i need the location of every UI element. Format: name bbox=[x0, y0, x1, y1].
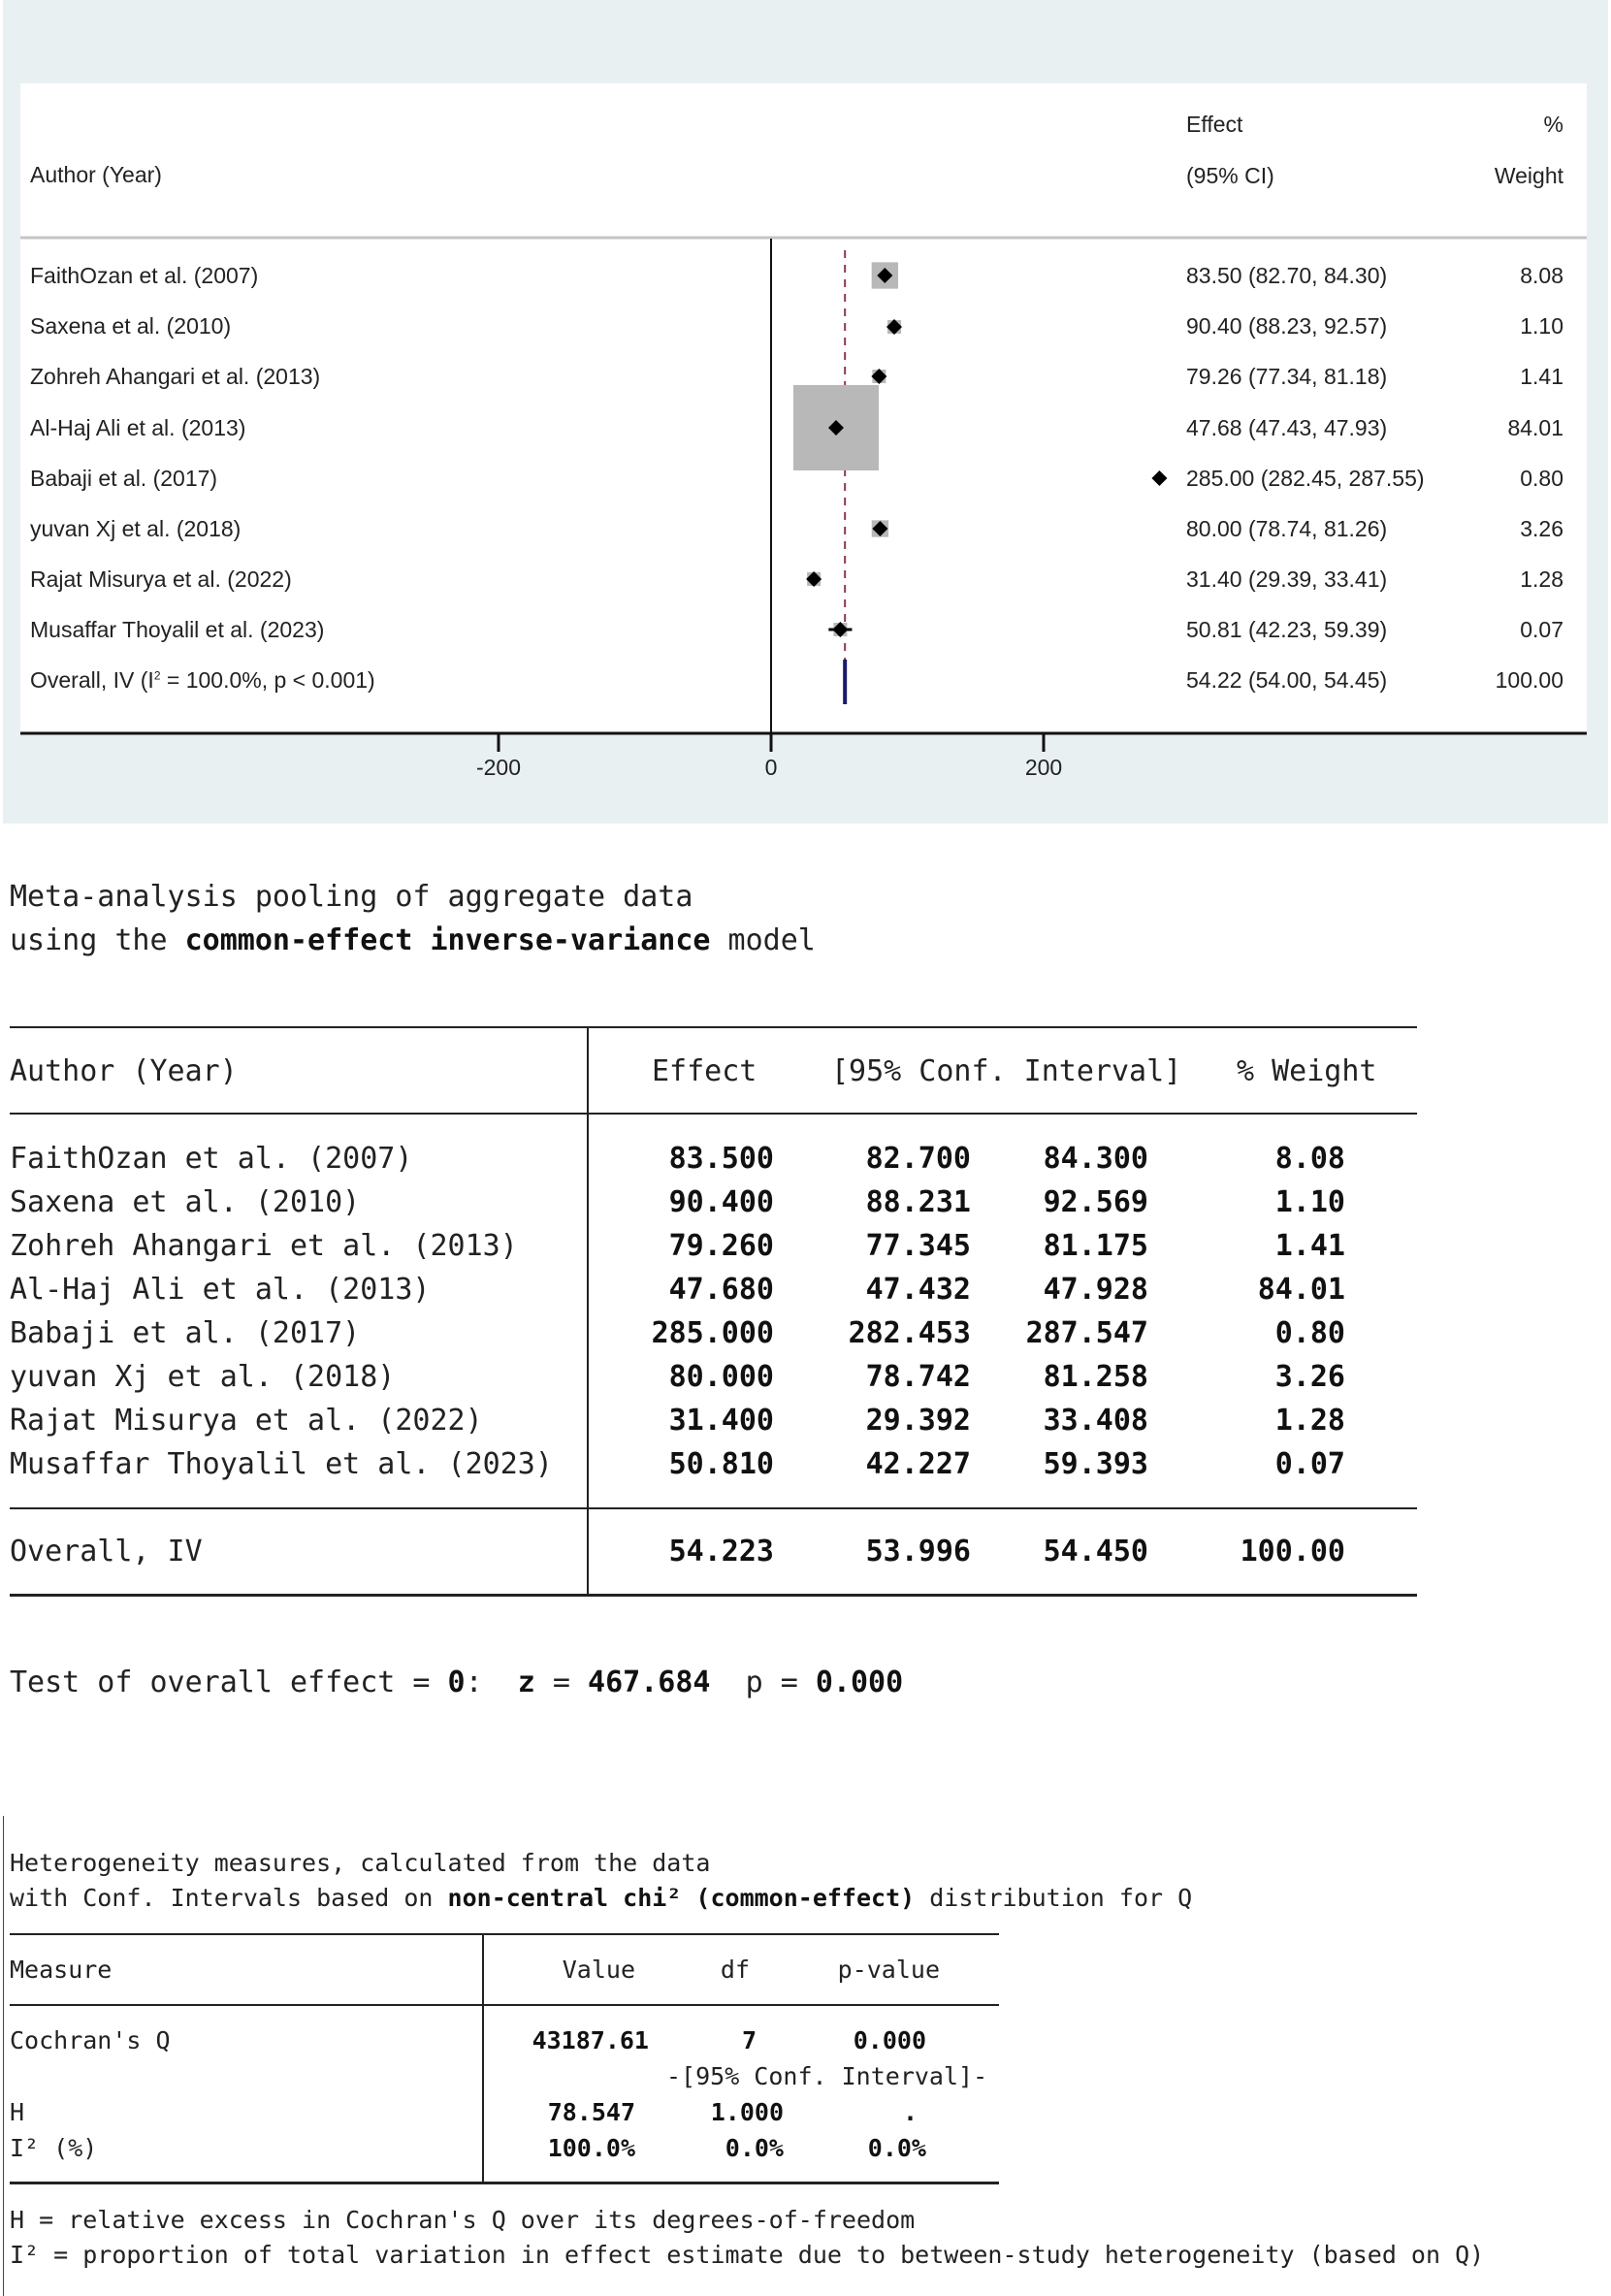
pooling-overall-effect: 54.223 bbox=[668, 1535, 774, 1568]
forest-row-author: Saxena et al. (2010) bbox=[30, 313, 232, 339]
pooling-header-rule bbox=[10, 1113, 1417, 1115]
forest-overall-weight: 100.00 bbox=[1495, 667, 1563, 693]
forest-row-weight: 1.41 bbox=[1520, 364, 1563, 389]
pooling-row-lower: 47.432 bbox=[865, 1273, 971, 1307]
forest-header-effect: Effect bbox=[1186, 112, 1243, 137]
pooling-overall-lower: 53.996 bbox=[865, 1535, 971, 1568]
het-i2-value: 100.0% bbox=[547, 2134, 635, 2162]
pooling-row-lower: 42.227 bbox=[865, 1447, 971, 1481]
forest-overall-label: Overall, IV ($I^2 = 100.0\%$, p < 0.001) bbox=[30, 667, 375, 693]
het-col-measure: Measure bbox=[10, 1956, 113, 1984]
pooling-row-weight: 3.26 bbox=[1274, 1360, 1345, 1394]
pooling-col-ci: [95% Conf. Interval] bbox=[831, 1054, 1182, 1088]
effect-diamond-marker bbox=[1151, 470, 1167, 486]
forest-row-author: FaithOzan et al. (2007) bbox=[30, 263, 259, 288]
pooling-row-upper: 47.928 bbox=[1043, 1273, 1148, 1307]
pooling-overall-upper: 54.450 bbox=[1043, 1535, 1148, 1568]
het-footnote-h: H = relative excess in Cochran's Q over its degrees-of-freedom bbox=[10, 2206, 916, 2234]
het-h-upper: . bbox=[902, 2098, 918, 2126]
axis-ticks bbox=[499, 733, 1044, 752]
pooling-overall-author: Overall, IV bbox=[10, 1535, 203, 1568]
het-h-lower: 1.000 bbox=[710, 2098, 784, 2126]
pooling-row-lower: 77.345 bbox=[865, 1229, 971, 1263]
pooling-row-effect: 50.810 bbox=[668, 1447, 774, 1481]
pooling-title-line2: using the common-effect inverse-variance model bbox=[10, 923, 816, 957]
pooling-row-author: Al-Haj Ali et al. (2013) bbox=[10, 1273, 431, 1307]
het-h-value: 78.547 bbox=[547, 2098, 635, 2126]
pooling-row-effect: 31.400 bbox=[668, 1404, 774, 1438]
heterogeneity-top-rule bbox=[10, 1933, 999, 1935]
pooling-overall-weight: 100.00 bbox=[1240, 1535, 1345, 1568]
pooling-row-author: Babaji et al. (2017) bbox=[10, 1316, 361, 1350]
forest-header-ci: (95% CI) bbox=[1186, 163, 1274, 188]
forest-plot-graphics bbox=[0, 0, 1611, 824]
het-cochran-value: 43187.61 bbox=[532, 2026, 649, 2054]
pooling-row-lower: 82.700 bbox=[865, 1142, 971, 1176]
axis-tick-label: -200 bbox=[475, 755, 522, 780]
pooling-row-weight: 8.08 bbox=[1274, 1142, 1345, 1176]
heterogeneity-column-divider bbox=[482, 1933, 484, 2184]
forest-row-weight: 1.28 bbox=[1520, 566, 1563, 592]
pooling-col-weight: % Weight bbox=[1237, 1054, 1377, 1088]
het-col-df: df bbox=[720, 1956, 750, 1984]
forest-row-author: Musaffar Thoyalil et al. (2023) bbox=[30, 617, 325, 642]
pooling-row-effect: 47.680 bbox=[668, 1273, 774, 1307]
het-cochran-df: 7 bbox=[741, 2026, 757, 2054]
forest-row-ci: 80.00 (78.74, 81.26) bbox=[1186, 516, 1388, 541]
pooling-row-upper: 287.547 bbox=[1025, 1316, 1148, 1350]
pooling-row-weight: 0.07 bbox=[1274, 1447, 1345, 1481]
pooling-row-lower: 282.453 bbox=[848, 1316, 971, 1350]
overall-effect-test: Test of overall effect = 0: z = 467.684 p = 0.000 bbox=[10, 1665, 904, 1699]
pooling-row-effect: 90.400 bbox=[668, 1185, 774, 1219]
pooling-row-lower: 29.392 bbox=[865, 1404, 971, 1438]
heterogeneity-header-rule bbox=[10, 2004, 999, 2006]
het-i2-label: I² (%) bbox=[10, 2134, 98, 2162]
pooling-row-effect: 80.000 bbox=[668, 1360, 774, 1394]
forest-row-ci: 285.00 (282.45, 287.55) bbox=[1186, 466, 1425, 491]
pooling-row-weight: 1.10 bbox=[1274, 1185, 1345, 1219]
forest-header-pct: % bbox=[1543, 112, 1563, 137]
het-h-label: H bbox=[10, 2098, 25, 2126]
forest-header-author: Author (Year) bbox=[30, 162, 162, 187]
forest-row-author: Al-Haj Ali et al. (2013) bbox=[30, 415, 246, 440]
pooling-row-author: yuvan Xj et al. (2018) bbox=[10, 1360, 396, 1394]
het-cochran-label: Cochran's Q bbox=[10, 2026, 171, 2054]
pooling-row-lower: 88.231 bbox=[865, 1185, 971, 1219]
pooling-column-divider bbox=[587, 1026, 589, 1597]
forest-row-ci: 79.26 (77.34, 81.18) bbox=[1186, 364, 1388, 389]
het-ci-header: -[95% Conf. Interval]- bbox=[666, 2062, 988, 2090]
pooling-row-upper: 81.258 bbox=[1043, 1360, 1148, 1394]
forest-row-author: Zohreh Ahangari et al. (2013) bbox=[30, 364, 321, 389]
heterogeneity-title-line1: Heterogeneity measures, calculated from the data bbox=[10, 1849, 711, 1877]
pooling-row-author: FaithOzan et al. (2007) bbox=[10, 1142, 413, 1176]
forest-row-ci: 50.81 (42.23, 59.39) bbox=[1186, 617, 1388, 642]
forest-row-ci: 83.50 (82.70, 84.30) bbox=[1186, 263, 1388, 288]
forest-row-weight: 8.08 bbox=[1520, 263, 1563, 288]
pooling-row-upper: 33.408 bbox=[1043, 1404, 1148, 1438]
pooling-top-rule bbox=[10, 1026, 1417, 1028]
het-footnote-i2: I² = proportion of total variation in effect estimate due to between-study heterogeneity (based on Q) bbox=[10, 2241, 1485, 2269]
forest-row-ci: 31.40 (29.39, 33.41) bbox=[1186, 566, 1388, 592]
axis-tick-label: 0 bbox=[764, 755, 778, 780]
forest-row-weight: 1.10 bbox=[1520, 313, 1563, 339]
forest-row-weight: 0.07 bbox=[1520, 617, 1563, 642]
heterogeneity-left-border bbox=[3, 1816, 4, 2296]
heterogeneity-title-line2: with Conf. Intervals based on non-central chi² (common-effect) distribution for Q bbox=[10, 1884, 1193, 1912]
pooling-row-effect: 79.260 bbox=[668, 1229, 774, 1263]
forest-row-weight: 84.01 bbox=[1507, 415, 1563, 440]
forest-overall-ci: 54.22 (54.00, 54.45) bbox=[1186, 667, 1388, 693]
heterogeneity-bottom-rule bbox=[10, 2182, 999, 2184]
forest-row-weight: 3.26 bbox=[1520, 516, 1563, 541]
axis-tick-label: 200 bbox=[1024, 755, 1063, 780]
forest-row-author: yuvan Xj et al. (2018) bbox=[30, 516, 242, 541]
pooling-row-author: Zohreh Ahangari et al. (2013) bbox=[10, 1229, 518, 1263]
pooling-col-author: Author (Year) bbox=[10, 1054, 238, 1088]
pooling-row-author: Rajat Misurya et al. (2022) bbox=[10, 1404, 483, 1438]
het-i2-upper: 0.0% bbox=[867, 2134, 926, 2162]
pooling-row-upper: 92.569 bbox=[1043, 1185, 1148, 1219]
pooling-row-weight: 1.28 bbox=[1274, 1404, 1345, 1438]
het-i2-lower: 0.0% bbox=[725, 2134, 784, 2162]
forest-row-weight: 0.80 bbox=[1520, 466, 1563, 491]
forest-row-ci: 47.68 (47.43, 47.93) bbox=[1186, 415, 1388, 440]
pooling-overall-rule bbox=[10, 1507, 1417, 1509]
het-cochran-p: 0.000 bbox=[853, 2026, 926, 2054]
pooling-row-lower: 78.742 bbox=[865, 1360, 971, 1394]
forest-row-author: Babaji et al. (2017) bbox=[30, 466, 218, 491]
pooling-row-effect: 83.500 bbox=[668, 1142, 774, 1176]
pooling-row-upper: 84.300 bbox=[1043, 1142, 1148, 1176]
het-col-pvalue: p-value bbox=[837, 1956, 940, 1984]
pooling-col-effect: Effect bbox=[652, 1054, 757, 1088]
pooling-row-upper: 59.393 bbox=[1043, 1447, 1148, 1481]
forest-row-author: Rajat Misurya et al. (2022) bbox=[30, 566, 292, 592]
pooling-row-author: Musaffar Thoyalil et al. (2023) bbox=[10, 1447, 553, 1481]
pooling-title-line1: Meta-analysis pooling of aggregate data bbox=[10, 880, 693, 914]
pooling-bottom-rule bbox=[10, 1594, 1417, 1597]
forest-header-weight: Weight bbox=[1494, 163, 1563, 188]
pooling-row-weight: 84.01 bbox=[1257, 1273, 1345, 1307]
pooling-row-weight: 0.80 bbox=[1274, 1316, 1345, 1350]
forest-row-ci: 90.40 (88.23, 92.57) bbox=[1186, 313, 1388, 339]
pooling-row-effect: 285.000 bbox=[651, 1316, 774, 1350]
pooling-row-upper: 81.175 bbox=[1043, 1229, 1148, 1263]
pooling-row-author: Saxena et al. (2010) bbox=[10, 1185, 361, 1219]
pooling-row-weight: 1.41 bbox=[1274, 1229, 1345, 1263]
het-col-value: Value bbox=[562, 1956, 635, 1984]
